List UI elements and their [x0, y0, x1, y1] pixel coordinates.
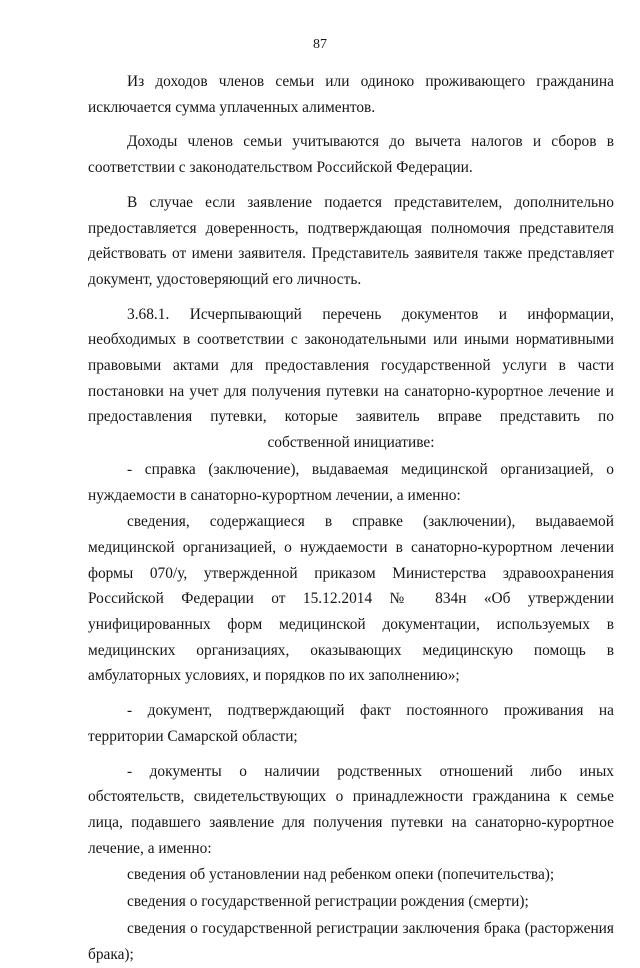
list-item-residence-document: - документ, подтверждающий факт постоянного проживания на территории Самарской области;	[88, 702, 614, 745]
paragraph-3-68-1: 3.68.1. Исчерпывающий перечень документов и информации, необходимых в соответствии с законодательными или иными нормативными правовыми актами для предоставления государственной услуги в части постановки на учет для получения путевки на санаторно-курортное лечение и предоставления путевки, которые заявитель вправе представить по собственной инициативе:	[88, 305, 614, 452]
list-item-medical-certificate: - справка (заключение), выдаваемая медицинской организацией, о нуждаемости в санаторно-курортном лечении, а именно:	[88, 460, 614, 504]
list-item-family-documents: - документы о наличии родственных отношений либо иных обстоятельств, свидетельствующих о принадлежности гражданина к семье лица, подавшего заявление для получения путевки на санаторно-курортное лечение, а именно:	[88, 762, 614, 857]
list-item-marriage-registration: сведения о государственной регистрации заключения брака (расторжения брака);	[88, 919, 614, 963]
list-item-birth-death-registration: сведения о государственной регистрации рождения (смерти);	[127, 893, 529, 911]
paragraph-form-070u-details: сведения, содержащиеся в справке (заключении), выдаваемой медицинской организацией, о нуждаемости в санаторно-курортном лечении формы 070/у, утвержденной приказом Министерства здравоохранения Российской Федерации от 15.12.2014 № 834н «Об утверждении унифицированных форм медицинской документации, используемых в медицинских организациях, оказывающих медицинскую помощь в амбулаторных условиях, и порядков по их заполнению»;	[88, 513, 614, 685]
page-number: 87	[313, 37, 327, 52]
paragraph-representative: В случае если заявление подается представителем, дополнительно предоставляется доверенность, подтверждающая полномочия представителя действовать от имени заявителя. Представитель заявителя также представляет документ, удостоверяющий его личность.	[88, 193, 614, 288]
document-body	[88, 69, 614, 968]
list-item-guardianship: сведения об установлении над ребенком опеки (попечительства);	[127, 866, 555, 884]
paragraph-alimony-exclusion: Из доходов членов семьи или одиноко проживающего гражданина исключается сумма уплаченных алиментов.	[88, 73, 614, 116]
paragraph-income-before-taxes: Доходы членов семьи учитываются до вычета налогов и сборов в соответствии с законодательством Российской Федерации.	[88, 133, 614, 177]
